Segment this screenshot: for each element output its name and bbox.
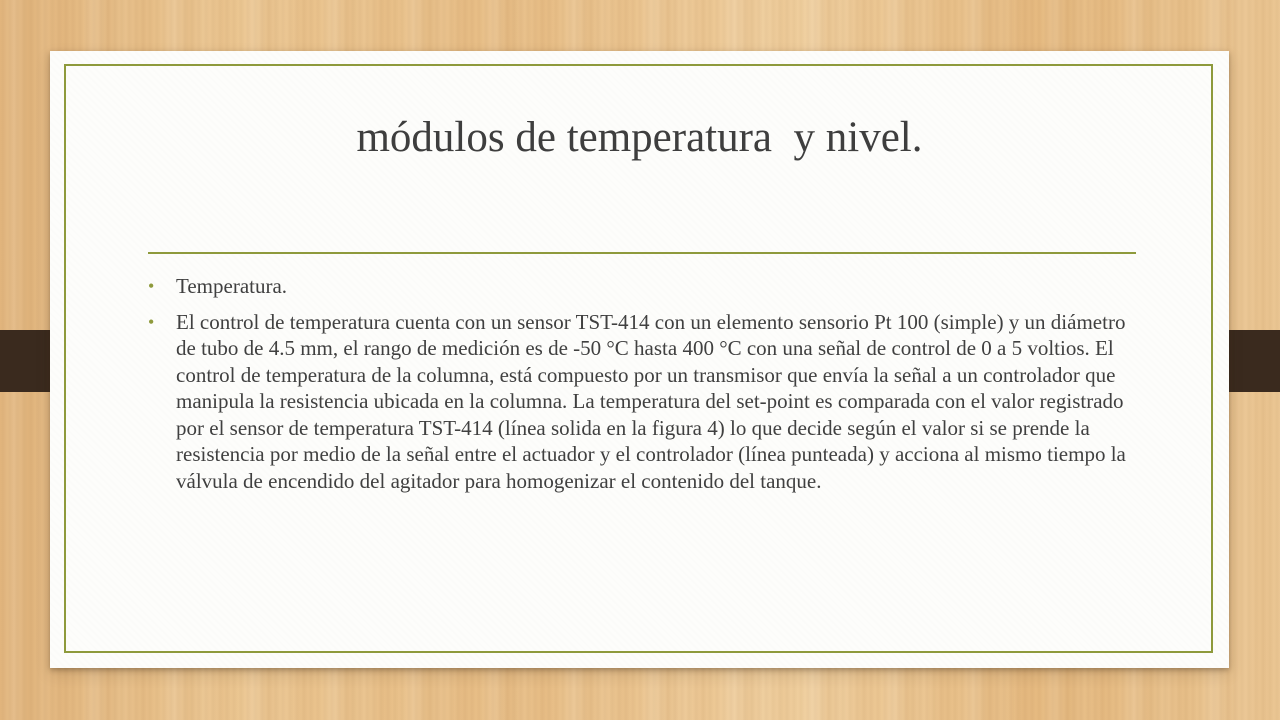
slide-title: módulos de temperatura y nivel. <box>356 114 923 161</box>
bullet-dot-icon: • <box>148 311 155 332</box>
bullet-item-temperatura <box>148 273 1148 300</box>
bullet-dot-icon: • <box>148 276 155 296</box>
bullet-item-control-description <box>148 309 1148 495</box>
bullet-text: Temperatura. <box>176 274 288 298</box>
bullet-list <box>148 273 1148 503</box>
slide-paper <box>50 51 1229 668</box>
bullet-text: El control de temperatura cuenta con un sensor TST-414 con un elemento sensorio Pt 100 (simple) y un diámetro de tubo de 4.5 mm, el rango de medición es de -50 °C hasta 400 °C con una señal de control de 0 a 5 voltios. El control de temperatura de la columna, está compuesto por un transmisor que envía la señal a un controlador que manipula la resistencia ubicada en la columna. La temperatura del set-point es comparada con el valor registrado por el sensor de temperatura TST-414 (línea solida en la figura 4) lo que decide según el valor si se prende la resistencia por medio de la señal entre el actuador y el controlador (línea punteada) y acciona al mismo tiempo la válvula de encendido del agitador para homogenizar el contenido del tanque. <box>176 309 1126 493</box>
title-divider <box>148 252 1136 254</box>
